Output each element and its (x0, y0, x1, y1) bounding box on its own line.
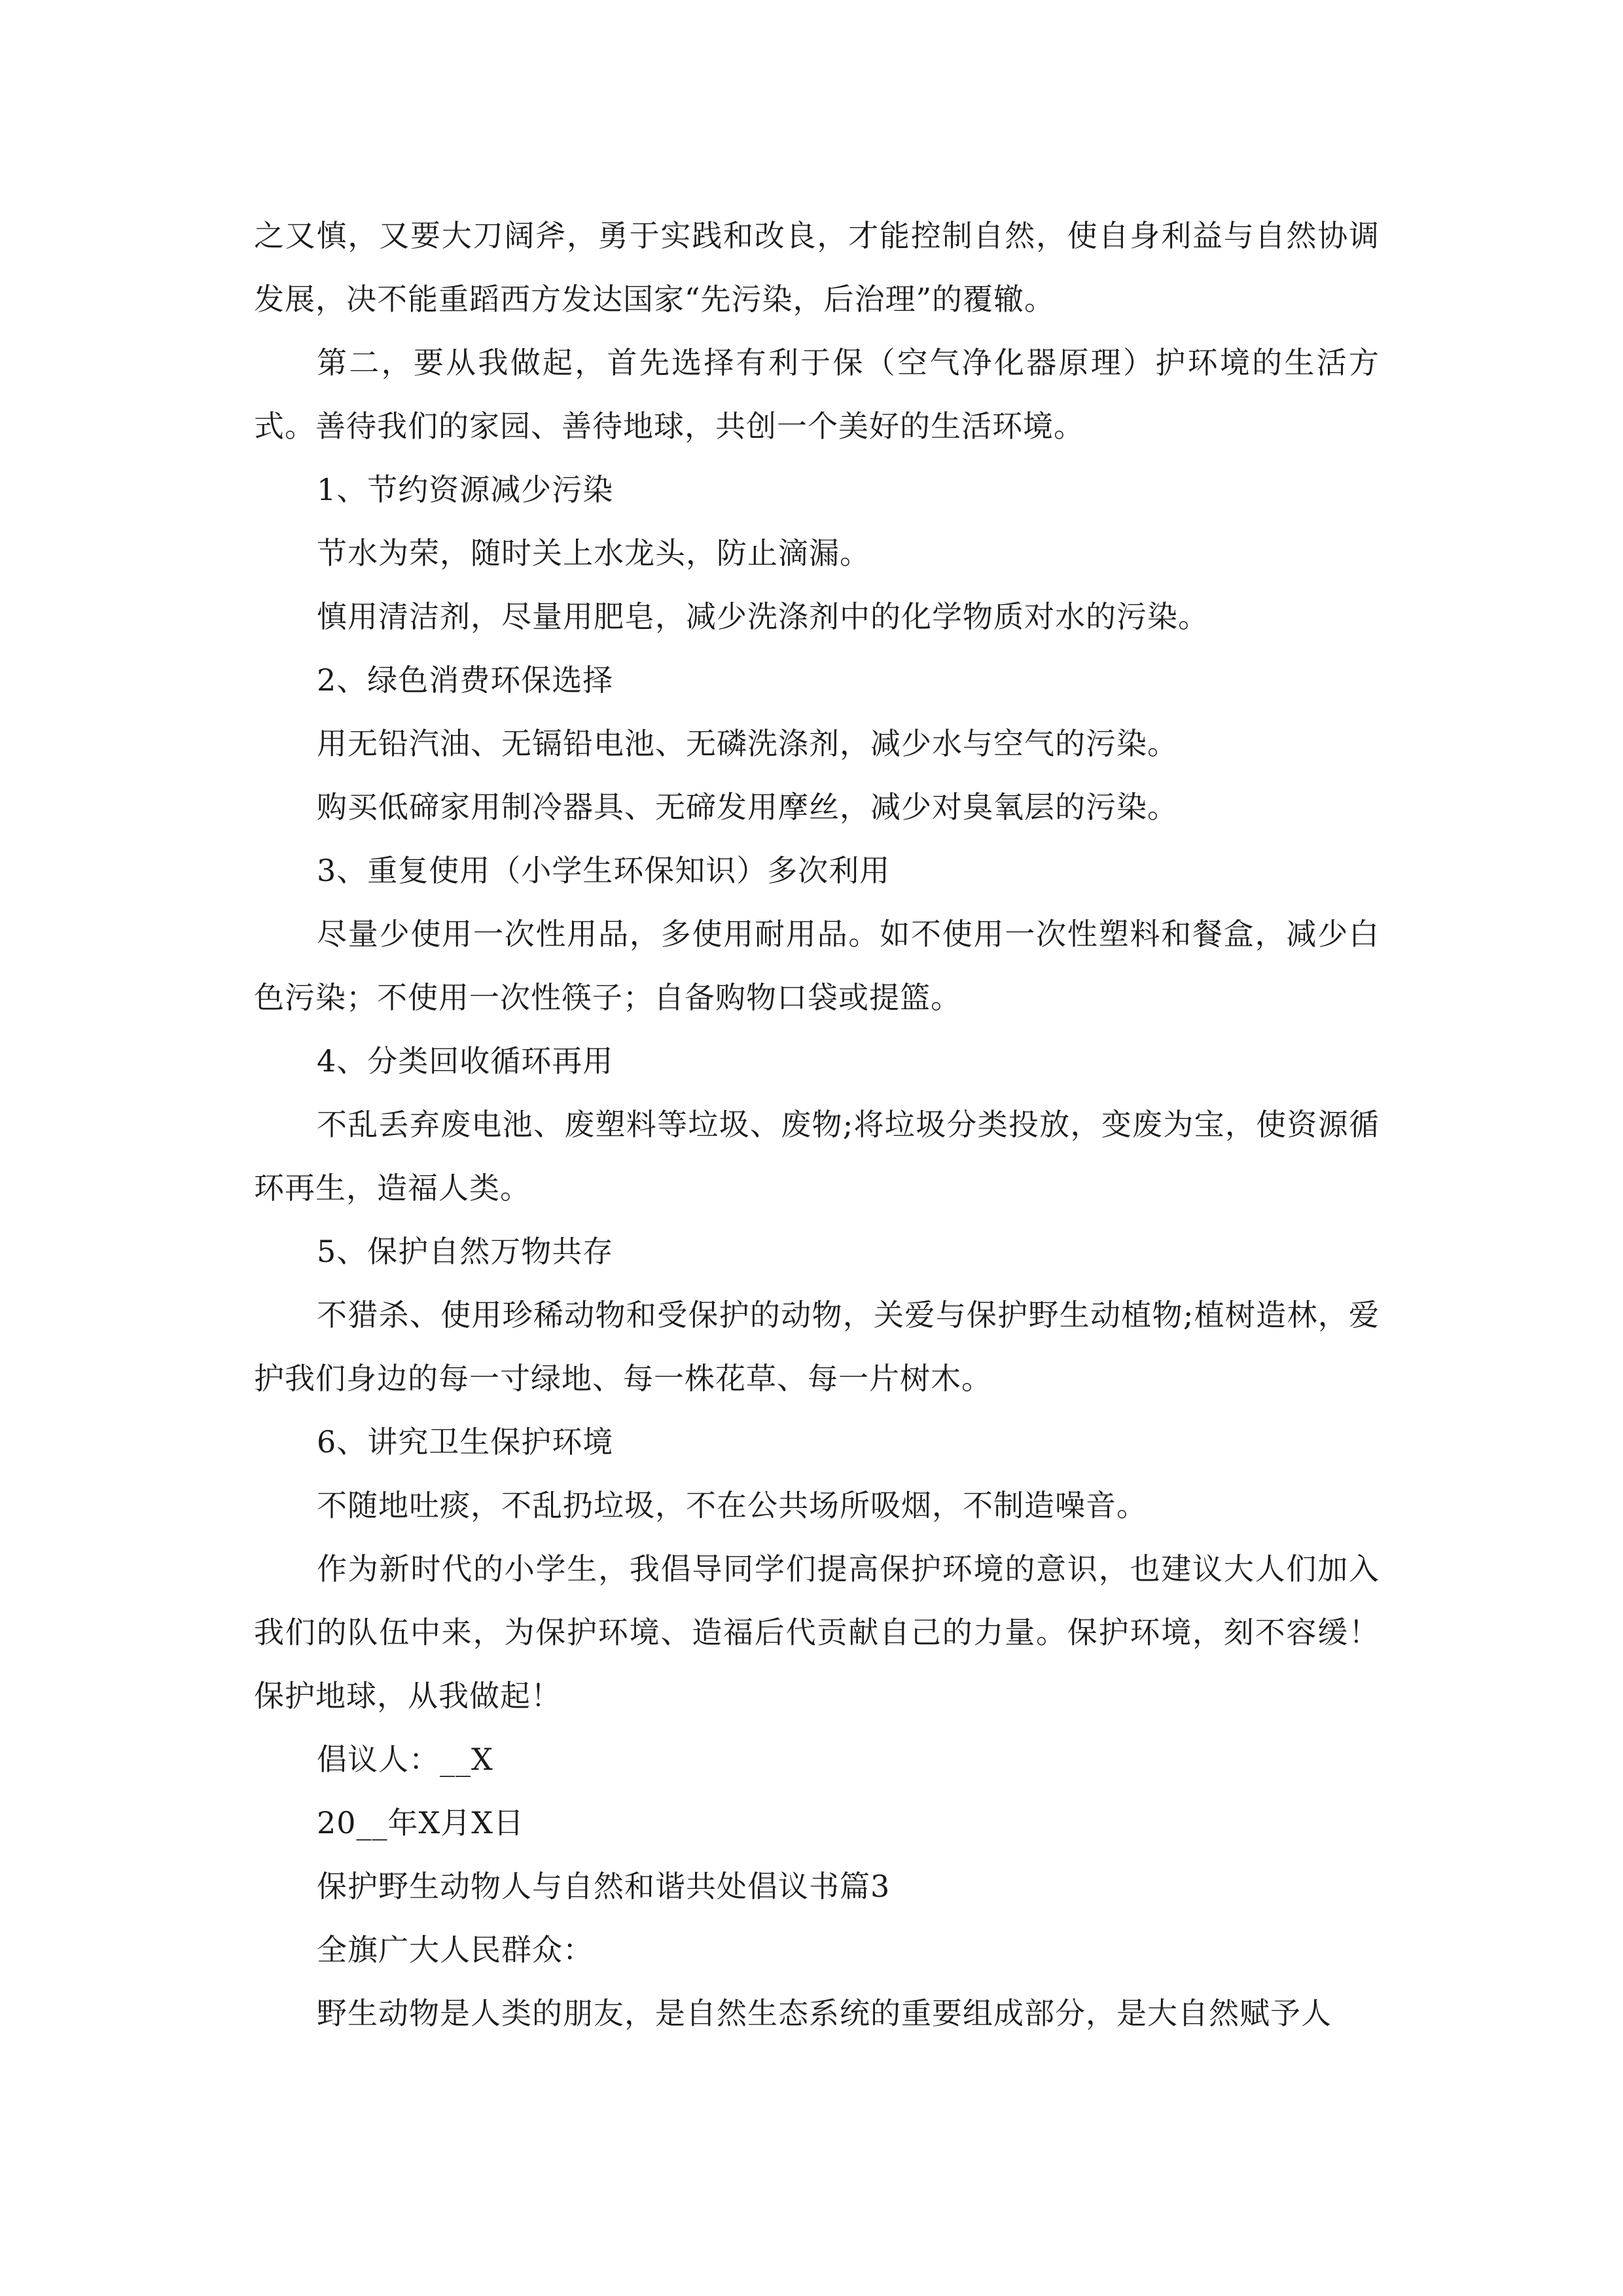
list-heading: 6、讲究卫生保护环境 (317, 1424, 614, 1460)
paragraph: 慎用清洁剂，尽量用肥皂，减少洗涤剂中的化学物质对水的污染。 (317, 599, 1209, 634)
section-title: 保护野生动物人与自然和谐共处倡议书篇3 (317, 1869, 891, 1904)
list-heading: 1、节约资源减少污染 (317, 472, 614, 507)
document-body (254, 204, 1380, 2045)
paragraph: 之又慎，又要大刀阔斧，勇于实践和改良，才能控制自然，使自身利益与自然协调发展，决不能重蹈西方发达国家“先污染，后治理”的覆辙。 (254, 218, 1380, 317)
paragraph: 尽量少使用一次性用品，多使用耐用品。如不使用一次性塑料和餐盒，减少白色污染；不使用一次性筷子；自备购物口袋或提篮。 (254, 916, 1380, 1015)
paragraph: 不乱丢弃废电池、废塑料等垃圾、废物;将垃圾分类投放，变废为宝，使资源循环再生，造福人类。 (254, 1107, 1380, 1206)
paragraph: 作为新时代的小学生，我倡导同学们提高保护环境的意识，也建议大人们加入我们的队伍中来，为保护环境、造福后代贡献自己的力量。保护环境，刻不容缓！保护地球，从我做起！ (254, 1551, 1380, 1713)
paragraph: 不猎杀、使用珍稀动物和受保护的动物，关爱与保护野生动植物;植树造林，爱护我们身边的每一寸绿地、每一株花草、每一片树木。 (254, 1297, 1380, 1396)
list-heading: 3、重复使用（小学生环保知识）多次利用 (317, 853, 891, 888)
list-heading: 2、绿色消费环保选择 (317, 662, 614, 698)
paragraph: 野生动物是人类的朋友，是自然生态系统的重要组成部分，是大自然赋予人 (317, 1996, 1332, 2031)
salutation: 全旗广大人民群众： (317, 1932, 594, 1967)
paragraph: 购买低碲家用制冷器具、无碲发用摩丝，减少对臭氧层的污染。 (317, 789, 1178, 825)
paragraph: 第二，要从我做起，首先选择有利于保（空气净化器原理）护环境的生活方式。善待我们的家园、善待地球，共创一个美好的生活环境。 (254, 345, 1380, 444)
signature-line: 倡议人：__X (317, 1742, 493, 1777)
list-heading: 4、分类回收循环再用 (317, 1043, 614, 1079)
paragraph: 用无铅汽油、无镉铅电池、无磷洗涤剂，减少水与空气的污染。 (317, 726, 1178, 761)
paragraph: 不随地吐痰，不乱扔垃圾，不在公共场所吸烟，不制造噪音。 (317, 1488, 1147, 1523)
date-line: 20__年X月X日 (317, 1805, 525, 1840)
list-heading: 5、保护自然万物共存 (317, 1234, 614, 1269)
paragraph: 节水为荣，随时关上水龙头，防止滴漏。 (317, 535, 870, 571)
